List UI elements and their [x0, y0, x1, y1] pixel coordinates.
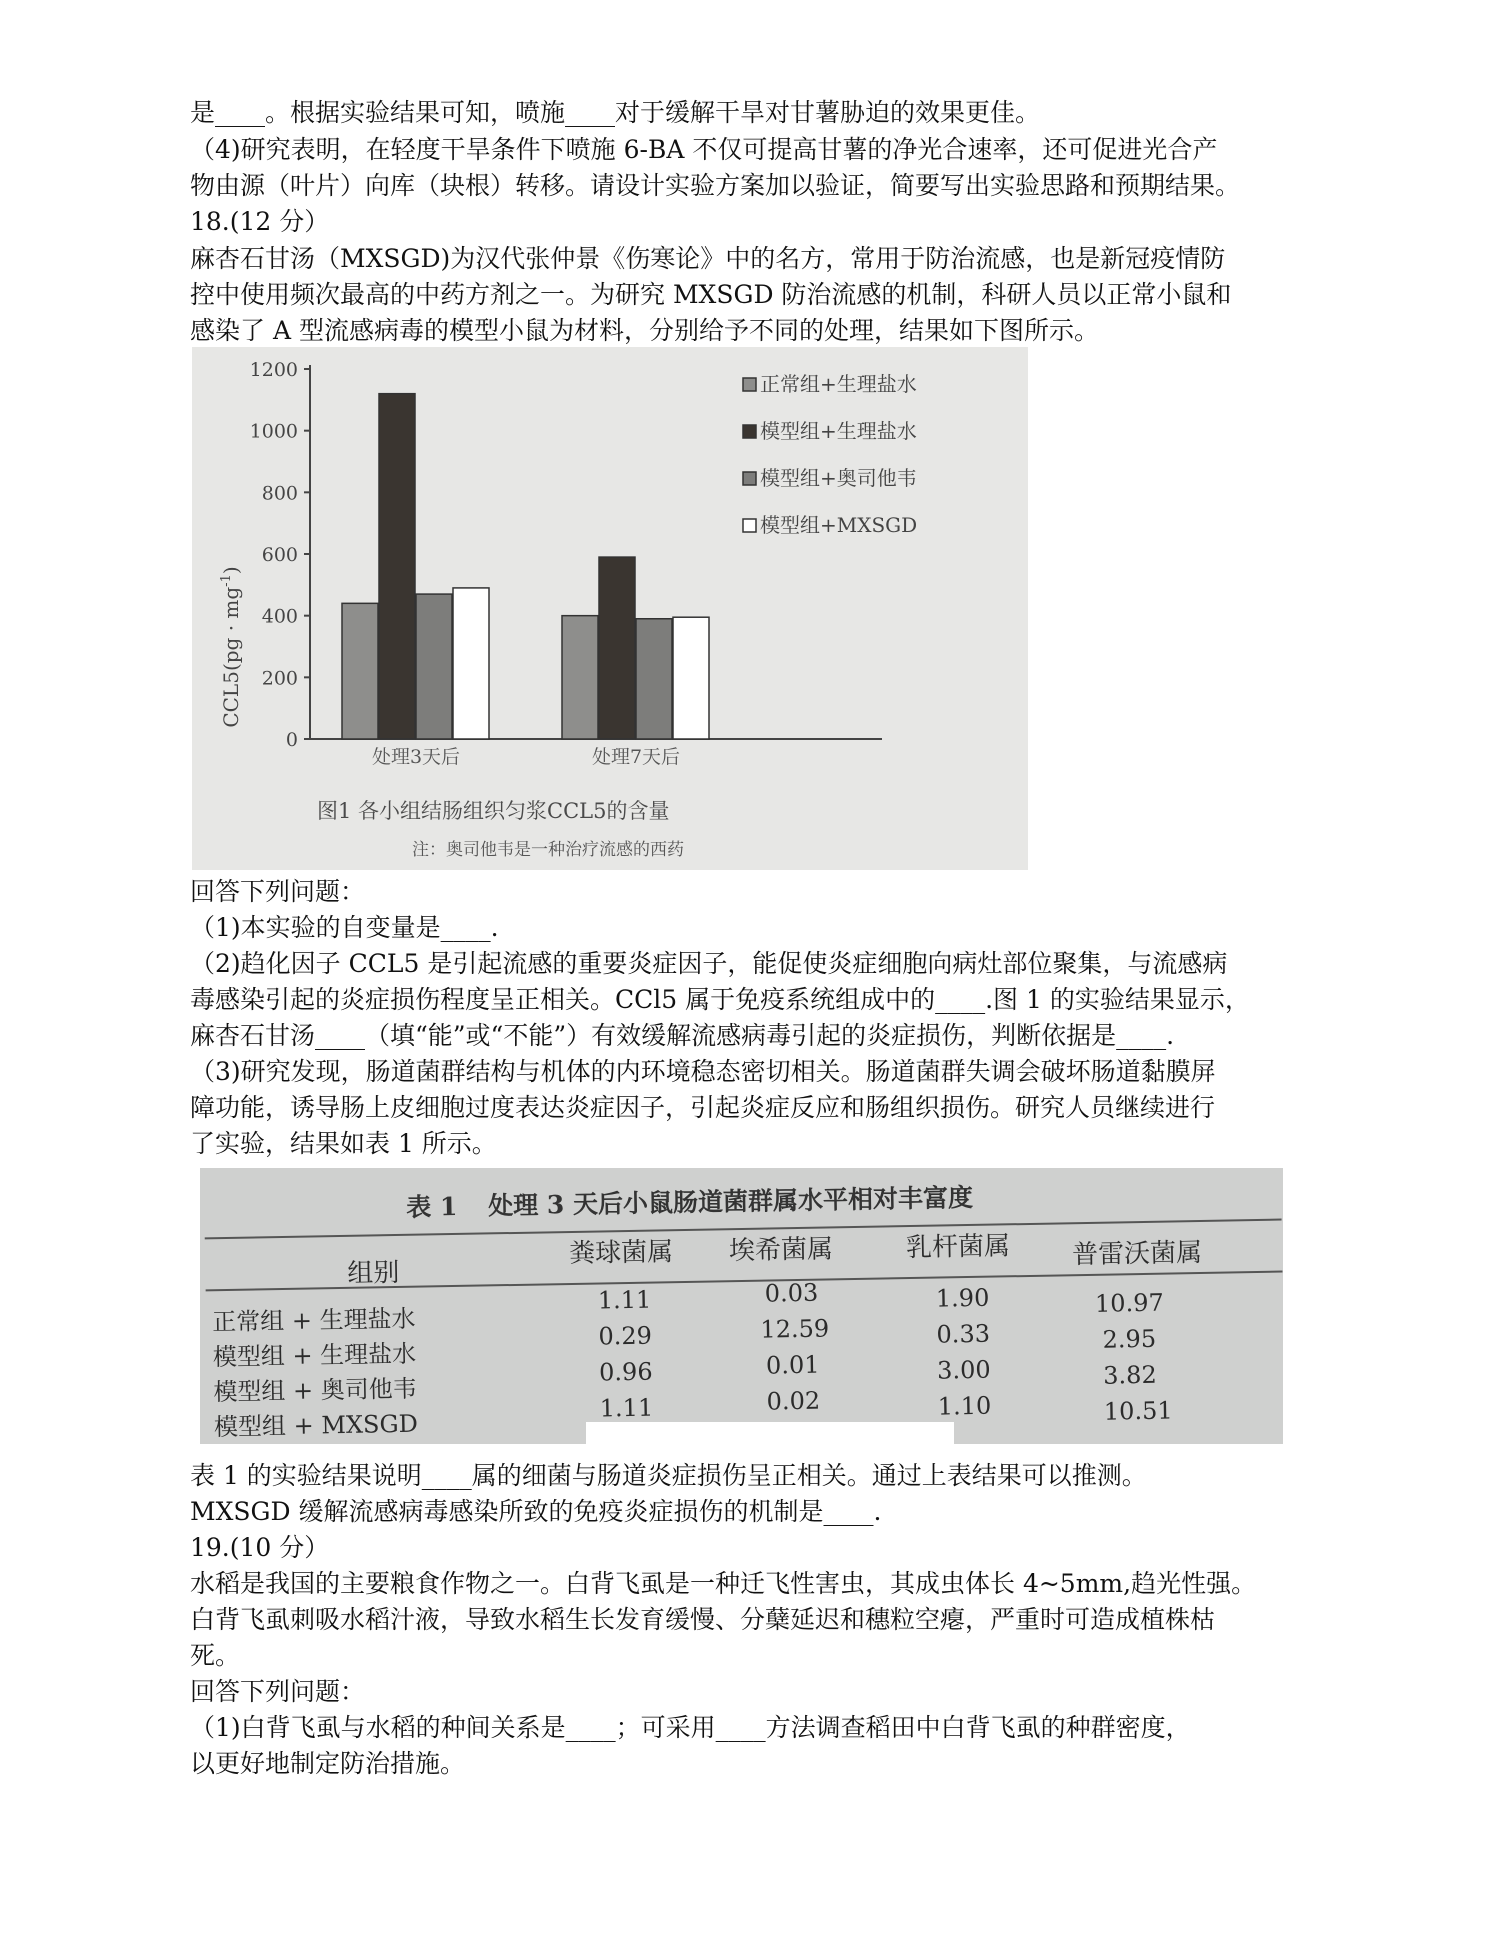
table-caption-text: 处理 3 天后小鼠肠道菌群属水平相对丰富度: [487, 1182, 974, 1221]
table-row-1-col-2: 0.03: [764, 1278, 819, 1308]
bar-2-1: [562, 616, 598, 739]
table-header-col-2: 埃希菌属: [728, 1234, 834, 1267]
answer-prompt-1: 回答下列问题：: [190, 877, 366, 906]
question-19-heading: 19.(10 分）: [190, 1533, 330, 1562]
legend-swatch: [743, 519, 756, 532]
y-tick-label: 0: [285, 729, 298, 751]
question-18-heading: 18.(12 分）: [190, 207, 330, 236]
legend-label: 模型组+生理盐水: [760, 419, 917, 443]
text-line-3: 物由源（叶片）向库（块根）转移。请设计实验方案加以验证，简要写出实验思路和预期结果。: [190, 171, 1241, 200]
sub-question-3-line-1: （3)研究发现，肠道菌群结构与机体的内环境稳态密切相关。肠道菌群失调会破坏肠道黏膜屏: [190, 1057, 1216, 1086]
bar-1-4: [453, 588, 489, 739]
y-label-main: CCL5(pg · mg: [219, 586, 243, 728]
x-tick-label: 处理3天后: [371, 746, 461, 768]
sub-question-1: （1)本实验的自变量是____.: [190, 913, 499, 942]
bar-2-4: [673, 617, 709, 739]
table-row-1-col-3: 1.90: [935, 1283, 990, 1313]
legend-label: 正常组+生理盐水: [760, 372, 917, 396]
y-tick-label: 600: [261, 544, 298, 566]
table-row-3-col-3: 3.00: [936, 1355, 991, 1385]
table-conclusion-line-1: 表 1 的实验结果说明____属的细菌与肠道炎症损伤呈正相关。通过上表结果可以推测。: [190, 1461, 1147, 1490]
legend-swatch: [743, 378, 756, 391]
table-row-2-group: 模型组 + 生理盐水: [212, 1339, 417, 1372]
legend-swatch: [743, 472, 756, 485]
table-header-group: 组别: [347, 1257, 400, 1289]
legend-label: 模型组+奥司他韦: [760, 466, 917, 490]
chart-caption: 图1 各小组结肠组织匀浆CCL5的含量: [317, 799, 670, 823]
q19-sub-question-1-line-2: 以更好地制定防治措施。: [190, 1749, 466, 1778]
sub-question-3-line-2: 障功能，诱导肠上皮细胞过度表达炎症因子，引起炎症反应和肠组织损伤。研究人员继续进行: [190, 1093, 1216, 1122]
table-row-4-col-2: 0.02: [766, 1386, 821, 1416]
legend-swatch: [743, 425, 756, 438]
table-row-4-group: 模型组 + MXSGD: [213, 1409, 419, 1442]
y-tick-label: 800: [261, 482, 298, 505]
chart-y-axis-label: [219, 566, 243, 727]
y-label-sup: -1: [219, 574, 234, 587]
q19-sub-question-1-line-1: （1)白背飞虱与水稻的种间关系是____；可采用____方法调查稻田中白背飞虱的种群密度，: [190, 1713, 1191, 1742]
table-row-2-col-1: 0.29: [598, 1321, 653, 1351]
table-row-4-col-1: 1.11: [599, 1393, 654, 1423]
table-row-3-group: 模型组 + 奥司他韦: [213, 1374, 418, 1407]
table-1: [200, 1168, 1283, 1444]
table-row-3-col-4: 3.82: [1103, 1360, 1157, 1390]
table-row-1-col-1: 1.11: [597, 1285, 652, 1315]
y-tick-label: 1000: [249, 420, 298, 443]
table-row-3-col-1: 0.96: [598, 1357, 653, 1387]
bar-2-2: [599, 557, 635, 739]
text-line-6: 控中使用频次最高的中药方剂之一。为研究 MXSGD 防治流感的机制，科研人员以正常小鼠和: [190, 280, 1232, 309]
y-label-close: ): [219, 566, 243, 575]
text-line-1: 是____。根据实验结果可知，喷施____对于缓解干旱对甘薯胁迫的效果更佳。: [190, 98, 1041, 127]
q19-text-line-1: 水稻是我国的主要粮食作物之一。白背飞虱是一种迁飞性害虫，其成虫体长 4~5mm,趋光性强。: [190, 1569, 1257, 1598]
table-caption-label: 表 1: [405, 1191, 458, 1222]
y-tick-label: 200: [261, 667, 298, 690]
table-1-photo: [200, 1168, 1283, 1444]
sub-question-2-line-1: （2)趋化因子 CCL5 是引起流感的重要炎症因子，能促使炎症细胞向病灶部位聚集，与流感病: [190, 949, 1228, 978]
x-tick-label: 处理7天后: [591, 746, 681, 768]
table-conclusion-line-2: MXSGD 缓解流感病毒感染所致的免疫炎症损伤的机制是____.: [190, 1497, 882, 1526]
table-row-2-col-4: 2.95: [1102, 1324, 1157, 1354]
q19-text-line-3: 死。: [190, 1641, 241, 1670]
table-row-4-col-4: 10.51: [1103, 1396, 1173, 1426]
bar-1-1: [342, 603, 378, 739]
chart-note: 注：奥司他韦是一种治疗流感的西药: [412, 840, 684, 860]
table-header-col-4: 普雷沃菌属: [1071, 1237, 1203, 1271]
table-header-col-1: 粪球菌属: [568, 1237, 674, 1269]
text-line-5: 麻杏石甘汤（MXSGD)为汉代张仲景《伤寒论》中的名方，常用于防治流感，也是新冠疫情防: [190, 244, 1226, 273]
answer-prompt-2: 回答下列问题：: [190, 1677, 366, 1706]
chart-legend: [743, 372, 917, 537]
figure-1-chart: [192, 347, 1028, 870]
bar-2-3: [636, 619, 672, 739]
chart-bars: [342, 394, 709, 768]
table-header-col-3: 乳杆菌属: [905, 1231, 1011, 1264]
text-line-7: 感染了 A 型流感病毒的模型小鼠为材料，分别给予不同的处理，结果如下图所示。: [190, 316, 1099, 345]
ccl5-bar-chart: [192, 347, 1028, 870]
y-tick-label: 400: [261, 605, 298, 628]
table-row-1-group: 正常组 + 生理盐水: [211, 1304, 416, 1337]
table-row-2-col-2: 12.59: [760, 1314, 830, 1344]
table-row-4-col-3: 1.10: [937, 1391, 992, 1421]
sub-question-2-line-2: 毒感染引起的炎症损伤程度呈正相关。CCl5 属于免疫系统组成中的____.图 1 的实验结果显示，: [190, 985, 1250, 1014]
table-redaction-mask: [586, 1422, 954, 1444]
q19-text-line-2: 白背飞虱刺吸水稻汁液，导致水稻生长发育缓慢、分蘖延迟和穗粒空瘪，严重时可造成植株枯: [190, 1605, 1216, 1634]
sub-question-3-line-3: 了实验，结果如表 1 所示。: [190, 1129, 497, 1158]
table-row-3-col-2: 0.01: [765, 1350, 820, 1380]
text-line-2: （4)研究表明，在轻度干旱条件下喷施 6-BA 不仅可提高甘薯的净光合速率，还可促进光合产: [190, 135, 1218, 164]
sub-question-2-line-3: 麻杏石甘汤____（填“能”或“不能”）有效缓解流感病毒引起的炎症损伤，判断依据是____.: [190, 1021, 1175, 1050]
legend-label: 模型组+MXSGD: [760, 513, 918, 537]
bar-1-2: [379, 394, 415, 739]
table-row-2-col-3: 0.33: [936, 1319, 991, 1349]
y-tick-label: 1200: [249, 359, 298, 381]
table-row-1-col-4: 10.97: [1094, 1288, 1164, 1318]
bar-1-3: [416, 594, 452, 739]
